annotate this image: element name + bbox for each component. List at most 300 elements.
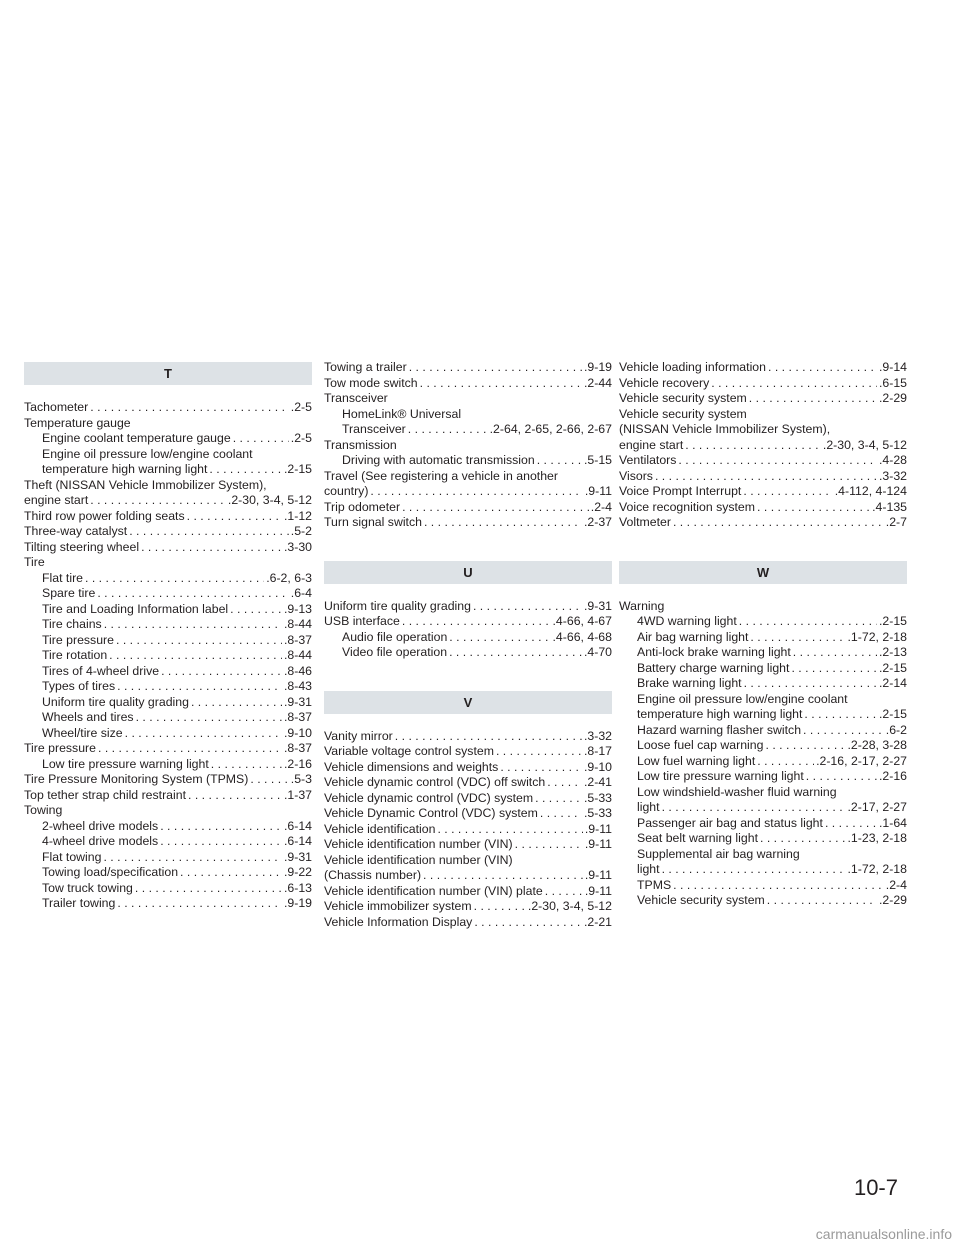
index-entry-label: Seat belt warning light	[637, 831, 758, 845]
dot-leader	[116, 633, 282, 649]
index-entry	[619, 515, 907, 531]
index-entry-page: .9-10	[583, 759, 612, 774]
index-entry	[619, 360, 907, 376]
index-entry-label: Vehicle security system	[637, 893, 765, 907]
index-entry-label: Loose fuel cap warning	[637, 738, 764, 752]
index-entry-page: .8-46	[283, 663, 312, 678]
index-entry-label: Vehicle recovery	[619, 375, 710, 390]
index-entry-page: .3-32	[583, 728, 612, 743]
index-entry	[619, 661, 907, 677]
dot-leader	[109, 648, 282, 664]
dot-leader	[449, 630, 550, 646]
index-entry-page: .4-66, 4-67	[552, 614, 612, 628]
dot-leader	[187, 509, 282, 525]
index-entry-page: .8-17	[583, 744, 612, 758]
index-entry-page: .3-30	[283, 539, 312, 554]
index-entry-page: .9-31	[583, 598, 612, 613]
index-entry-label: Transceiver	[342, 422, 406, 436]
index-entry-label: Voltmeter	[619, 515, 671, 529]
index-entry-page: .6-4	[290, 586, 312, 600]
dot-leader	[685, 438, 821, 454]
index-entry-page: .6-14	[283, 834, 312, 848]
index-entry	[24, 571, 312, 587]
index-entry-label: Vanity mirror	[324, 728, 393, 743]
dot-leader	[500, 760, 582, 776]
index-entry-label: Vehicle loading information	[619, 360, 766, 374]
index-entry-label: Driving with automatic transmission	[342, 453, 535, 467]
index-entry	[24, 881, 312, 897]
dot-leader	[402, 614, 551, 630]
index-entry-label: Towing a trailer	[324, 360, 407, 374]
index-entry-page: .2-28, 3-28	[847, 738, 907, 752]
index-entry	[619, 453, 907, 469]
index-entry-label: Towing load/specification	[42, 865, 179, 879]
index-entry-label: Visors	[619, 468, 653, 483]
index-entry	[24, 819, 312, 835]
index-entry-label: Tilting steering wheel	[24, 539, 140, 554]
dot-leader	[673, 878, 884, 894]
index-entry-label: Variable voltage control system	[324, 744, 494, 758]
index-heading: Towing	[24, 803, 63, 817]
dot-leader	[793, 645, 877, 661]
index-entry	[24, 586, 312, 602]
dot-leader	[90, 493, 226, 509]
dot-leader	[437, 822, 582, 838]
index-entry-page: .6-14	[283, 818, 312, 833]
dot-leader	[97, 586, 288, 602]
dot-leader	[117, 896, 282, 912]
index-entry-label: Video file operation	[342, 645, 448, 659]
index-entry	[619, 800, 907, 816]
index-entry	[324, 729, 612, 745]
index-entry-label: Spare tire	[42, 586, 96, 600]
section-header-v: V	[324, 691, 612, 714]
index-entry	[24, 524, 312, 540]
index-entry	[24, 400, 312, 416]
index-entry-page: .2-15	[878, 660, 907, 675]
index-entry	[619, 484, 907, 500]
dot-leader	[804, 707, 877, 723]
index-heading: (NISSAN Vehicle Immobilizer System),	[619, 422, 831, 436]
index-entry-page: .2-16, 2-17, 2-27	[816, 753, 907, 768]
index-entry-label: Wheel/tire size	[42, 725, 123, 740]
index-heading: Vehicle security system	[619, 406, 747, 421]
index-heading: Transceiver	[324, 391, 388, 405]
index-entry	[324, 806, 612, 822]
index-entry-label: Anti-lock brake warning light	[637, 645, 791, 659]
index-entry	[324, 630, 612, 646]
dot-leader	[678, 453, 877, 469]
index-entry-label: Tire pressure	[24, 741, 96, 755]
index-entry-page: .4-28	[878, 453, 907, 467]
index-entry-label: Tow truck towing	[42, 880, 133, 895]
dot-leader	[90, 400, 289, 416]
index-entry-page: .2-21	[583, 914, 612, 929]
index-entry	[24, 540, 312, 556]
index-entry	[324, 515, 612, 531]
dot-leader	[424, 515, 582, 531]
dot-leader	[547, 775, 582, 791]
index-entry	[619, 862, 907, 878]
index-entry	[24, 431, 312, 447]
index-entry	[324, 884, 612, 900]
index-heading: Travel (See registering a vehicle in another	[324, 468, 558, 483]
index-entry-label: light	[637, 800, 660, 814]
index-entry-page: .2-4	[885, 877, 907, 892]
index-entry-page: .6-13	[283, 880, 312, 895]
index-entry-label: Vehicle identification number (VIN)	[324, 837, 513, 851]
index-entry	[619, 645, 907, 661]
index-entry-page: .5-33	[583, 790, 612, 805]
dot-leader	[191, 695, 282, 711]
index-entry-page: .2-41	[583, 775, 612, 789]
index-entry	[619, 614, 907, 630]
dot-leader	[85, 571, 264, 587]
index-entry-page: .1-72, 2-18	[847, 629, 907, 644]
index-heading: Engine oil pressure low/engine coolant	[42, 446, 253, 461]
index-entry	[324, 822, 612, 838]
index-entry-page: .2-4	[590, 499, 612, 514]
index-entry-label: Tire Pressure Monitoring System (TPMS)	[24, 772, 249, 786]
index-entry-page: .2-7	[885, 515, 907, 529]
index-entry-label: Tire rotation	[42, 648, 108, 662]
index-entry-label: Flat tire	[42, 570, 83, 585]
dot-leader	[662, 800, 846, 816]
index-entry-label: Uniform tire quality grading	[42, 694, 189, 709]
index-heading: Theft (NISSAN Vehicle Immobilizer System),	[24, 477, 267, 492]
index-entry	[24, 462, 312, 478]
index-entry	[619, 878, 907, 894]
index-heading: HomeLink® Universal	[342, 406, 462, 421]
dot-leader	[545, 884, 583, 900]
index-entry	[324, 775, 612, 791]
index-entry-page: .2-37	[583, 515, 612, 529]
index-entry	[619, 707, 907, 723]
index-entry-page: .9-10	[283, 725, 312, 740]
index-entry-page: .2-13	[878, 645, 907, 659]
index-entry-page: .9-11	[584, 821, 612, 836]
index-heading: Supplemental air bag warning	[637, 846, 800, 861]
index-entry-label: Air bag warning light	[637, 629, 749, 644]
dot-leader	[473, 599, 582, 615]
dot-leader	[540, 806, 582, 822]
dot-leader	[180, 865, 282, 881]
index-entry	[24, 834, 312, 850]
page-number: 10-7	[853, 1175, 898, 1200]
index-entry-label: Vehicle dynamic control (VDC) system	[324, 790, 534, 805]
index-entry-page: .6-15	[878, 375, 907, 390]
index-entry-label: light	[637, 862, 660, 876]
dot-leader	[515, 837, 583, 853]
dot-leader	[768, 360, 877, 376]
index-entry-page: .2-30, 3-4, 5-12	[822, 437, 907, 452]
index-entry	[24, 493, 312, 509]
index-entry-page: .8-37	[283, 741, 312, 755]
index-entry	[24, 602, 312, 618]
index-entry-label: (Chassis number)	[324, 868, 422, 882]
index-entry	[24, 509, 312, 525]
index-entry-label: country)	[324, 484, 369, 498]
index-entry-page: .2-29	[878, 893, 907, 907]
dot-leader	[673, 515, 884, 531]
section-header-t: T	[24, 362, 312, 385]
index-entry-label: Top tether strap child restraint	[24, 787, 186, 802]
index-entry-page: .9-13	[283, 601, 312, 616]
index-heading: Temperature gauge	[24, 415, 131, 430]
index-entry	[619, 723, 907, 739]
index-entry-page: .5-15	[583, 453, 612, 467]
index-entry-label: Vehicle Dynamic Control (VDC) system	[324, 806, 538, 820]
index-entry	[324, 500, 612, 516]
index-entry-label: Wheels and tires	[42, 710, 134, 724]
index-entry	[619, 469, 907, 485]
index-entry-page: .5-2	[290, 524, 312, 538]
dot-leader	[160, 819, 282, 835]
index-entry-page: .9-11	[584, 868, 612, 882]
index-entry-page: .9-19	[283, 896, 312, 910]
dot-leader	[230, 602, 282, 618]
index-entry-page: .2-14	[878, 676, 907, 690]
index-entry-label: Uniform tire quality grading	[324, 598, 471, 613]
dot-leader	[806, 769, 877, 785]
index-entry-page: .6-2, 6-3	[266, 570, 312, 585]
index-entry-label: Audio file operation	[342, 629, 448, 644]
index-entry	[324, 791, 612, 807]
dot-leader	[104, 617, 282, 633]
index-entry-label: Engine coolant temperature gauge	[42, 431, 231, 445]
dot-leader	[496, 744, 582, 760]
index-entry-label: Flat towing	[42, 849, 102, 864]
index-entry-label: Low fuel warning light	[637, 753, 756, 768]
index-entry-label: Tow mode switch	[324, 375, 418, 390]
index-entry-label: Voice recognition system	[619, 499, 756, 514]
index-entry-page: .2-29	[878, 391, 907, 405]
dot-leader	[474, 899, 526, 915]
index-entry-label: temperature high warning light	[637, 707, 803, 721]
index-entry-label: Passenger air bag and status light	[637, 815, 823, 830]
dot-leader	[420, 376, 582, 392]
dot-leader	[409, 360, 582, 376]
index-entry	[619, 769, 907, 785]
dot-leader	[135, 881, 282, 897]
index-entry-page: .2-5	[290, 400, 312, 414]
index-entry-page: .8-43	[283, 679, 312, 693]
dot-leader	[739, 614, 877, 630]
index-entry	[619, 500, 907, 516]
index-entry	[24, 648, 312, 664]
index-entry-label: Tire chains	[42, 617, 102, 631]
index-entry	[619, 676, 907, 692]
index-entry-page: .8-37	[283, 710, 312, 724]
index-entry	[619, 438, 907, 454]
index-entry-page: .8-44	[283, 617, 312, 631]
index-entry	[619, 376, 907, 392]
index-entry-label: Vehicle identification	[324, 821, 436, 836]
index-heading: Warning	[619, 598, 665, 613]
index-entry	[324, 453, 612, 469]
dot-leader	[141, 540, 282, 556]
dot-leader	[211, 757, 282, 773]
index-entry	[324, 837, 612, 853]
index-entry	[619, 816, 907, 832]
dot-leader	[537, 453, 582, 469]
index-entry	[324, 360, 612, 376]
index-entry-label: Ventilators	[619, 453, 677, 467]
index-entry-page: .4-135	[872, 499, 907, 514]
index-entry-page: .4-70	[583, 645, 612, 659]
index-entry-label: engine start	[619, 437, 684, 452]
index-column-3	[619, 360, 907, 909]
dot-leader	[744, 676, 877, 692]
index-entry-page: .8-44	[283, 648, 312, 662]
dot-leader	[209, 462, 282, 478]
dot-leader	[449, 645, 582, 661]
index-entry-page: .1-72, 2-18	[847, 862, 907, 876]
index-entry-label: USB interface	[324, 614, 400, 628]
section-header-w: W	[619, 561, 907, 584]
dot-leader	[125, 726, 282, 742]
index-entry	[24, 741, 312, 757]
index-entry-label: Three-way catalyst	[24, 524, 128, 538]
index-entry-label: Tire pressure	[42, 632, 114, 647]
index-entry-page: .1-64	[878, 815, 907, 830]
index-entry-page: .4-66, 4-68	[552, 629, 612, 644]
dot-leader	[757, 754, 814, 770]
dot-leader	[103, 850, 282, 866]
index-entry-page: .8-37	[283, 632, 312, 647]
index-heading: Engine oil pressure low/engine coolant	[637, 691, 848, 706]
index-entry	[24, 865, 312, 881]
index-entry-label: Tires of 4-wheel drive	[42, 663, 160, 678]
index-entry	[24, 695, 312, 711]
index-entry-label: engine start	[24, 493, 89, 507]
index-entry-label: Brake warning light	[637, 676, 742, 690]
index-entry-label: Turn signal switch	[324, 515, 422, 529]
index-entry-label: Trailer towing	[42, 896, 116, 910]
dot-leader	[750, 630, 845, 646]
index-entry	[324, 599, 612, 615]
index-entry-page: .2-15	[878, 707, 907, 721]
index-entry-page: .5-3	[290, 772, 312, 786]
index-entry-label: 2-wheel drive models	[42, 818, 159, 833]
index-entry-label: Vehicle immobilizer system	[324, 899, 472, 913]
dot-leader	[250, 772, 288, 788]
index-entry-label: 4-wheel drive models	[42, 834, 159, 848]
dot-leader	[402, 500, 589, 516]
index-entry	[24, 617, 312, 633]
index-entry-page: .1-23, 2-18	[847, 831, 907, 845]
index-entry-page: .9-11	[584, 837, 612, 851]
dot-leader	[535, 791, 582, 807]
index-entry-page: .2-44	[583, 375, 612, 390]
index-entry-label: Vehicle Information Display	[324, 914, 473, 929]
index-entry-label: Vehicle dynamic control (VDC) off switch	[324, 775, 546, 789]
index-entry-page: .2-64, 2-65, 2-66, 2-67	[489, 422, 612, 436]
index-entry-page: .1-37	[283, 787, 312, 802]
index-entry	[324, 915, 612, 931]
dot-leader	[117, 679, 282, 695]
dot-leader	[370, 484, 582, 500]
dot-leader	[757, 500, 870, 516]
dot-leader	[408, 422, 488, 438]
index-entry-page: .9-31	[283, 849, 312, 864]
dot-leader	[423, 868, 583, 884]
index-entry	[619, 630, 907, 646]
index-entry-page: .9-22	[283, 865, 312, 879]
watermark: carmanualsonline.info	[815, 1226, 952, 1242]
index-entry-label: Types of tires	[42, 679, 116, 693]
index-entry-label: Voice Prompt Interrupt	[619, 484, 742, 498]
index-entry-label: Battery charge warning light	[637, 660, 790, 675]
index-entry-page: .5-33	[583, 806, 612, 820]
dot-leader	[803, 723, 884, 739]
index-entry	[24, 850, 312, 866]
dot-leader	[765, 738, 845, 754]
index-entry	[324, 760, 612, 776]
index-entry-page: .4-112, 4-124	[834, 484, 907, 498]
index-entry-page: .9-31	[283, 694, 312, 709]
index-heading: Tire	[24, 555, 45, 569]
index-entry-page: .2-15	[878, 614, 907, 628]
index-entry	[24, 726, 312, 742]
index-entry	[619, 831, 907, 847]
dot-leader	[743, 484, 832, 500]
index-column-2	[324, 360, 612, 930]
index-entry	[324, 422, 612, 438]
index-entry	[619, 738, 907, 754]
index-entry-page: .2-16	[878, 769, 907, 783]
index-entry	[24, 664, 312, 680]
index-entry-page: .9-11	[584, 883, 612, 898]
dot-leader	[129, 524, 289, 540]
index-entry	[324, 614, 612, 630]
index-entry-label: Tachometer	[24, 400, 89, 414]
index-entry-label: Low tire pressure warning light	[637, 769, 804, 783]
dot-leader	[711, 376, 877, 392]
section-header-u: U	[324, 561, 612, 584]
dot-leader	[161, 664, 282, 680]
index-entry-label: 4WD warning light	[637, 614, 737, 628]
index-entry-label: Trip odometer	[324, 499, 401, 514]
index-entry	[24, 633, 312, 649]
index-entry-label: Tire and Loading Information label	[42, 601, 229, 616]
index-entry-label: Vehicle identification number (VIN) plate	[324, 883, 543, 898]
index-entry-page: .3-32	[878, 468, 907, 483]
dot-leader	[825, 816, 877, 832]
dot-leader	[160, 834, 282, 850]
dot-leader	[662, 862, 846, 878]
index-entry	[24, 788, 312, 804]
index-entry-page: .2-5	[290, 431, 312, 445]
index-entry	[324, 484, 612, 500]
index-entry	[24, 896, 312, 912]
index-entry-label: TPMS	[637, 877, 672, 892]
index-entry	[24, 757, 312, 773]
dot-leader	[474, 915, 582, 931]
index-heading: Low windshield-washer fluid warning	[637, 784, 837, 799]
dot-leader	[98, 741, 282, 757]
dot-leader	[395, 729, 582, 745]
index-entry-label: temperature high warning light	[42, 462, 208, 476]
index-entry	[619, 754, 907, 770]
index-entry	[619, 391, 907, 407]
dot-leader	[760, 831, 846, 847]
index-heading: Transmission	[324, 437, 397, 452]
index-entry-label: Vehicle dimensions and weights	[324, 759, 499, 774]
index-entry-label: Third row power folding seats	[24, 508, 185, 523]
index-entry	[24, 772, 312, 788]
index-column-1	[24, 362, 312, 912]
